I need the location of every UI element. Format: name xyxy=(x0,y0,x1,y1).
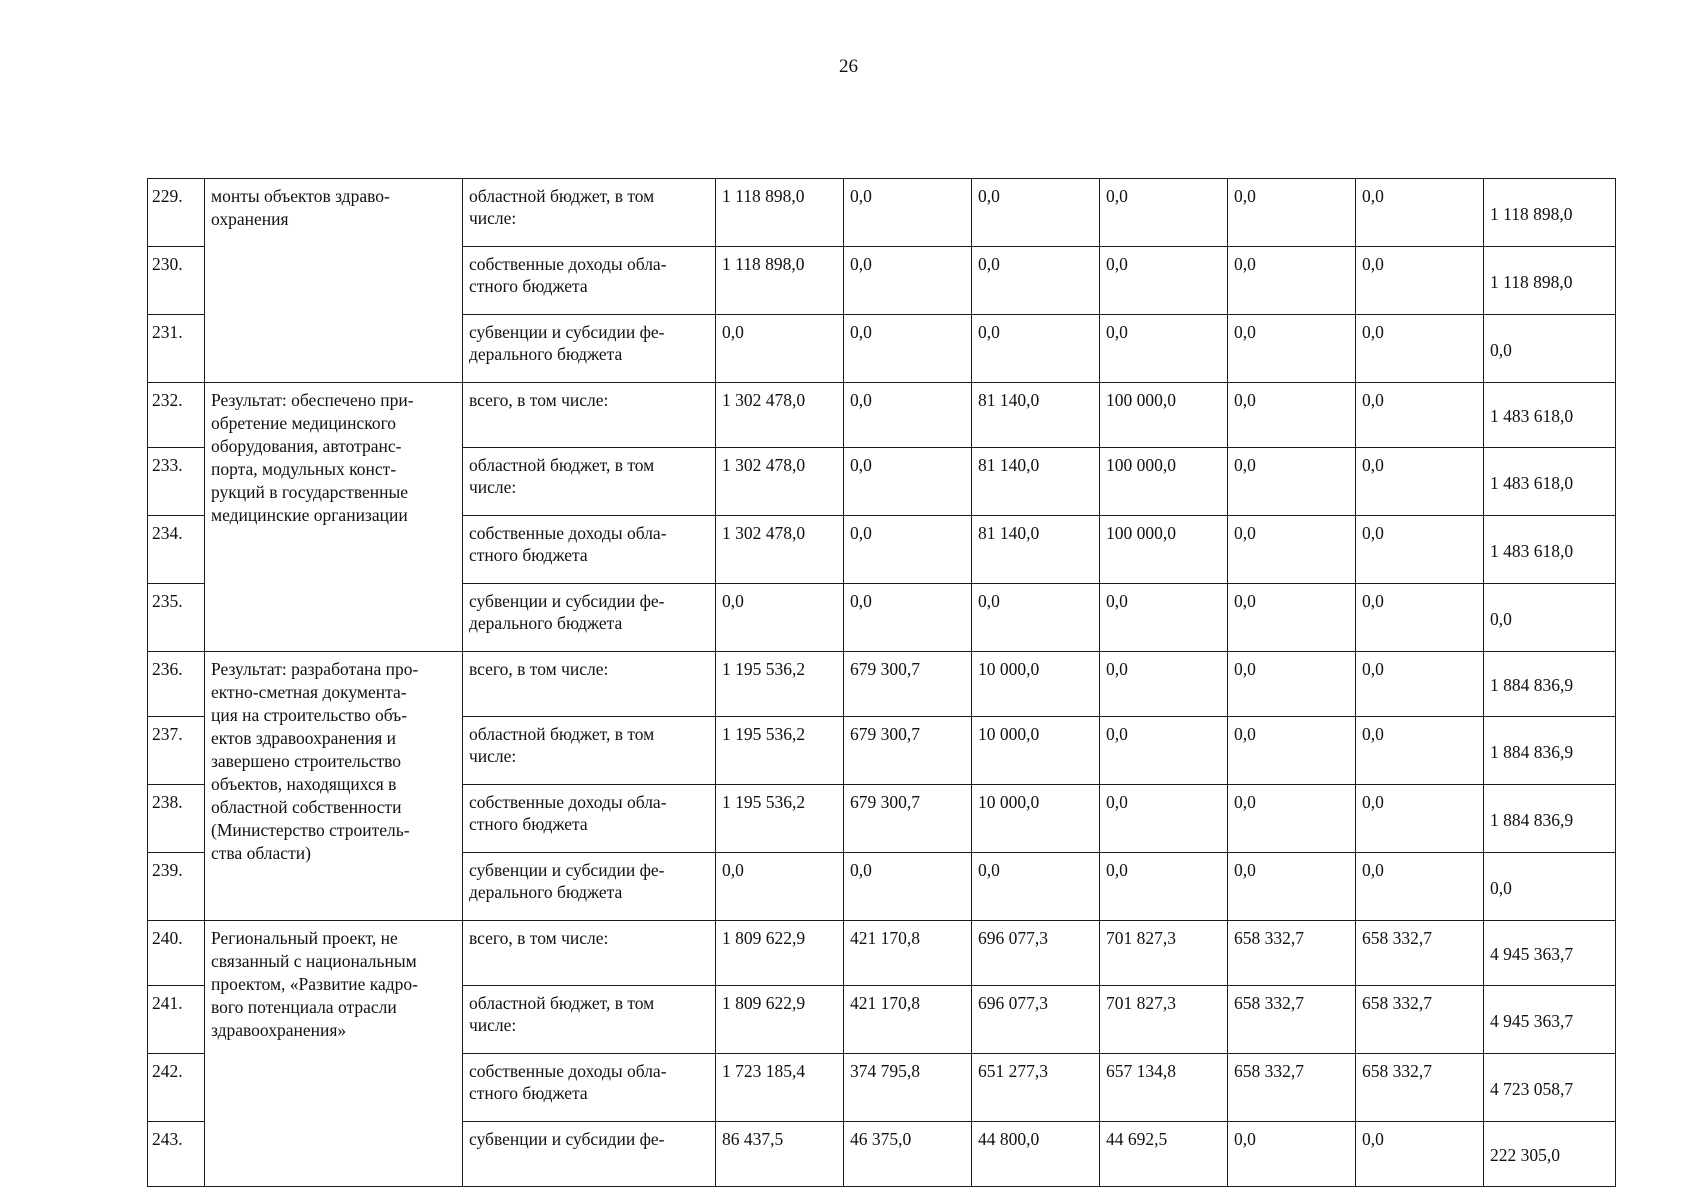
table-row xyxy=(148,921,1616,986)
year-amount: 0,0 xyxy=(844,516,972,584)
row-number: 235. xyxy=(148,584,205,652)
funding-source: областной бюджет, в том числе: xyxy=(463,986,716,1054)
year-amount: 0,0 xyxy=(1356,383,1484,448)
year-amount: 1 195 536,2 xyxy=(716,652,844,717)
year-amount: 0,0 xyxy=(1356,785,1484,853)
total-amount: 4 945 363,7 xyxy=(1484,986,1616,1054)
total-amount: 0,0 xyxy=(1484,315,1616,383)
year-amount: 81 140,0 xyxy=(972,383,1100,448)
year-amount: 651 277,3 xyxy=(972,1054,1100,1122)
year-amount: 0,0 xyxy=(844,448,972,516)
year-amount: 0,0 xyxy=(972,247,1100,315)
total-amount: 222 305,0 xyxy=(1484,1122,1616,1187)
year-amount: 10 000,0 xyxy=(972,717,1100,785)
year-amount: 0,0 xyxy=(1228,247,1356,315)
total-amount: 4 945 363,7 xyxy=(1484,921,1616,986)
total-amount: 0,0 xyxy=(1484,853,1616,921)
year-amount: 0,0 xyxy=(1228,179,1356,247)
funding-source: всего, в том числе: xyxy=(463,652,716,717)
year-amount: 658 332,7 xyxy=(1228,1054,1356,1122)
row-number: 234. xyxy=(148,516,205,584)
year-amount: 0,0 xyxy=(844,853,972,921)
funding-source: областной бюджет, в том числе: xyxy=(463,448,716,516)
funding-source: собственные доходы обла- стного бюджета xyxy=(463,785,716,853)
total-amount: 1 884 836,9 xyxy=(1484,652,1616,717)
total-amount: 1 483 618,0 xyxy=(1484,383,1616,448)
year-amount: 0,0 xyxy=(972,179,1100,247)
year-amount: 44 692,5 xyxy=(1100,1122,1228,1187)
year-amount: 658 332,7 xyxy=(1356,986,1484,1054)
year-amount: 0,0 xyxy=(1228,717,1356,785)
year-amount: 0,0 xyxy=(1228,584,1356,652)
year-amount: 421 170,8 xyxy=(844,986,972,1054)
funding-source: всего, в том числе: xyxy=(463,383,716,448)
year-amount: 0,0 xyxy=(1100,247,1228,315)
year-amount: 44 800,0 xyxy=(972,1122,1100,1187)
result-description: Результат: разработана про- ектно-сметная документа- ция на строительство объ- ектов здравоохранения и завершено строительство объектов, находящихся в областной собственности (Министерство строитель- ства области) xyxy=(205,652,463,921)
year-amount: 0,0 xyxy=(1356,516,1484,584)
row-number: 239. xyxy=(148,853,205,921)
result-description: Региональный проект, не связанный с национальным проектом, «Развитие кадро- вого потенциала отрасли здравоохранения» xyxy=(205,921,463,1187)
total-amount: 0,0 xyxy=(1484,584,1616,652)
funding-source: областной бюджет, в том числе: xyxy=(463,717,716,785)
row-number: 233. xyxy=(148,448,205,516)
funding-source: субвенции и субсидии фе- дерального бюджета xyxy=(463,584,716,652)
year-amount: 81 140,0 xyxy=(972,516,1100,584)
year-amount: 0,0 xyxy=(1228,448,1356,516)
row-number: 238. xyxy=(148,785,205,853)
year-amount: 0,0 xyxy=(1356,853,1484,921)
year-amount: 81 140,0 xyxy=(972,448,1100,516)
year-amount: 0,0 xyxy=(1356,584,1484,652)
row-number: 229. xyxy=(148,179,205,247)
year-amount: 658 332,7 xyxy=(1356,921,1484,986)
year-amount: 0,0 xyxy=(1228,383,1356,448)
row-number: 237. xyxy=(148,717,205,785)
year-amount: 0,0 xyxy=(1100,584,1228,652)
year-amount: 0,0 xyxy=(844,383,972,448)
year-amount: 100 000,0 xyxy=(1100,448,1228,516)
year-amount: 696 077,3 xyxy=(972,986,1100,1054)
year-amount: 0,0 xyxy=(716,853,844,921)
table-body xyxy=(148,179,1616,1187)
total-amount: 1 118 898,0 xyxy=(1484,247,1616,315)
total-amount: 4 723 058,7 xyxy=(1484,1054,1616,1122)
year-amount: 0,0 xyxy=(1356,315,1484,383)
year-amount: 658 332,7 xyxy=(1228,921,1356,986)
total-amount: 1 483 618,0 xyxy=(1484,516,1616,584)
row-number: 240. xyxy=(148,921,205,986)
year-amount: 679 300,7 xyxy=(844,652,972,717)
year-amount: 658 332,7 xyxy=(1356,1054,1484,1122)
year-amount: 0,0 xyxy=(1100,717,1228,785)
year-amount: 0,0 xyxy=(1356,1122,1484,1187)
table-row xyxy=(148,179,1616,247)
year-amount: 0,0 xyxy=(1100,315,1228,383)
row-number: 236. xyxy=(148,652,205,717)
year-amount: 1 302 478,0 xyxy=(716,383,844,448)
year-amount: 1 809 622,9 xyxy=(716,986,844,1054)
year-amount: 0,0 xyxy=(972,853,1100,921)
year-amount: 374 795,8 xyxy=(844,1054,972,1122)
year-amount: 1 809 622,9 xyxy=(716,921,844,986)
year-amount: 46 375,0 xyxy=(844,1122,972,1187)
total-amount: 1 884 836,9 xyxy=(1484,785,1616,853)
year-amount: 100 000,0 xyxy=(1100,516,1228,584)
year-amount: 1 118 898,0 xyxy=(716,179,844,247)
year-amount: 86 437,5 xyxy=(716,1122,844,1187)
year-amount: 0,0 xyxy=(1356,448,1484,516)
year-amount: 0,0 xyxy=(1228,652,1356,717)
row-number: 242. xyxy=(148,1054,205,1122)
total-amount: 1 483 618,0 xyxy=(1484,448,1616,516)
row-number: 232. xyxy=(148,383,205,448)
table-row xyxy=(148,652,1616,717)
total-amount: 1 118 898,0 xyxy=(1484,179,1616,247)
year-amount: 10 000,0 xyxy=(972,785,1100,853)
page-number: 26 xyxy=(839,56,858,77)
funding-source: субвенции и субсидии фе- xyxy=(463,1122,716,1187)
year-amount: 679 300,7 xyxy=(844,717,972,785)
year-amount: 0,0 xyxy=(1356,247,1484,315)
year-amount: 1 195 536,2 xyxy=(716,717,844,785)
year-amount: 10 000,0 xyxy=(972,652,1100,717)
year-amount: 0,0 xyxy=(844,315,972,383)
year-amount: 658 332,7 xyxy=(1228,986,1356,1054)
funding-source: всего, в том числе: xyxy=(463,921,716,986)
year-amount: 100 000,0 xyxy=(1100,383,1228,448)
funding-source: субвенции и субсидии фе- дерального бюджета xyxy=(463,853,716,921)
funding-source: собственные доходы обла- стного бюджета xyxy=(463,1054,716,1122)
year-amount: 0,0 xyxy=(844,179,972,247)
year-amount: 0,0 xyxy=(1100,853,1228,921)
year-amount: 679 300,7 xyxy=(844,785,972,853)
year-amount: 0,0 xyxy=(844,584,972,652)
year-amount: 1 302 478,0 xyxy=(716,516,844,584)
year-amount: 0,0 xyxy=(1228,853,1356,921)
year-amount: 0,0 xyxy=(716,315,844,383)
year-amount: 421 170,8 xyxy=(844,921,972,986)
year-amount: 0,0 xyxy=(1100,652,1228,717)
total-amount: 1 884 836,9 xyxy=(1484,717,1616,785)
row-number: 230. xyxy=(148,247,205,315)
year-amount: 1 723 185,4 xyxy=(716,1054,844,1122)
funding-source: субвенции и субсидии фе- дерального бюджета xyxy=(463,315,716,383)
result-description: Результат: обеспечено при- обретение медицинского оборудования, автотранс- порта, модульных конст- рукций в государственные медицинские организации xyxy=(205,383,463,652)
year-amount: 0,0 xyxy=(844,247,972,315)
year-amount: 0,0 xyxy=(1228,516,1356,584)
funding-source: собственные доходы обла- стного бюджета xyxy=(463,247,716,315)
row-number: 231. xyxy=(148,315,205,383)
year-amount: 0,0 xyxy=(972,584,1100,652)
year-amount: 0,0 xyxy=(1228,315,1356,383)
year-amount: 0,0 xyxy=(1228,785,1356,853)
funding-source: собственные доходы обла- стного бюджета xyxy=(463,516,716,584)
row-number: 241. xyxy=(148,986,205,1054)
year-amount: 0,0 xyxy=(1356,717,1484,785)
year-amount: 0,0 xyxy=(1356,652,1484,717)
year-amount: 701 827,3 xyxy=(1100,986,1228,1054)
year-amount: 0,0 xyxy=(972,315,1100,383)
year-amount: 0,0 xyxy=(1100,179,1228,247)
budget-table xyxy=(147,178,1616,1187)
result-description: монты объектов здраво- охранения xyxy=(205,179,463,383)
year-amount: 1 195 536,2 xyxy=(716,785,844,853)
year-amount: 701 827,3 xyxy=(1100,921,1228,986)
year-amount: 1 302 478,0 xyxy=(716,448,844,516)
year-amount: 0,0 xyxy=(716,584,844,652)
row-number: 243. xyxy=(148,1122,205,1187)
funding-source: областной бюджет, в том числе: xyxy=(463,179,716,247)
year-amount: 696 077,3 xyxy=(972,921,1100,986)
table-row xyxy=(148,383,1616,448)
year-amount: 0,0 xyxy=(1356,179,1484,247)
year-amount: 657 134,8 xyxy=(1100,1054,1228,1122)
year-amount: 0,0 xyxy=(1228,1122,1356,1187)
year-amount: 0,0 xyxy=(1100,785,1228,853)
year-amount: 1 118 898,0 xyxy=(716,247,844,315)
